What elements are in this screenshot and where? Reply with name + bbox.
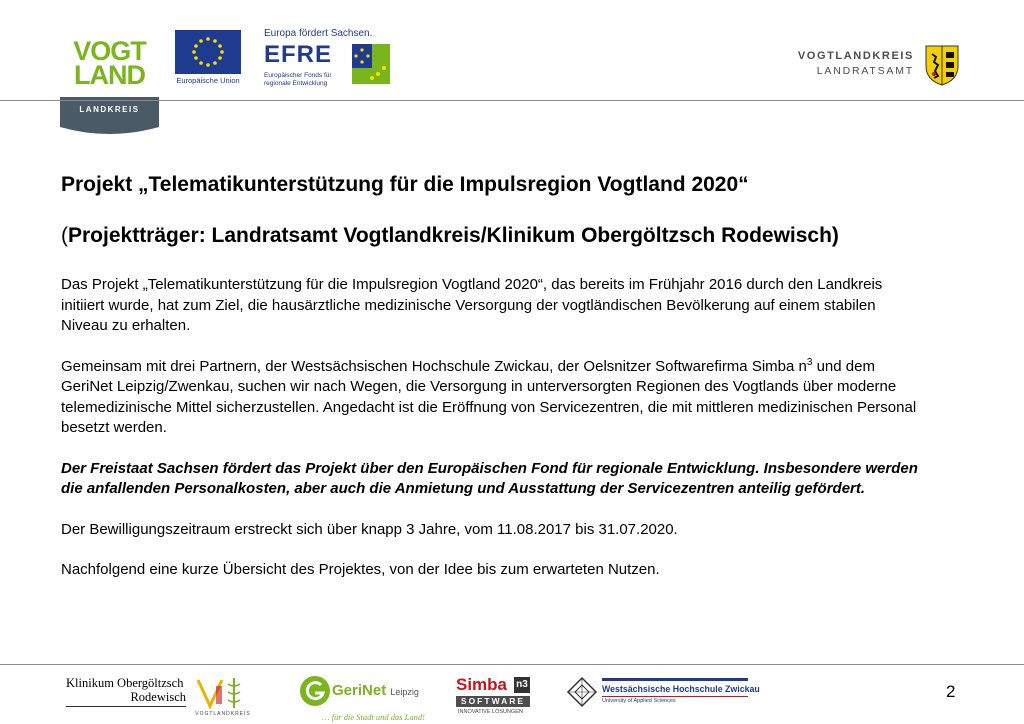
simba-software-band: SOFTWARE: [456, 696, 530, 707]
intro-paragraph: Das Projekt „Telematikunterstützung für die Impulsregion Vogtland 2020“, das bereits im Frühjahr 2016 durch den Landkreis initiiert wurde, hat zum Ziel, die hausärztliche medizinische Versorgung der vogtländischen Bevölkerung auf einem stabilen Niveau zu erhalten.: [61, 276, 883, 334]
vogtland-band-icon: [60, 97, 159, 135]
footer-divider: [0, 664, 1024, 665]
efre-subline-2: regionale Entwicklung: [264, 80, 328, 87]
eu-label: Europäische Union: [176, 76, 240, 85]
page-header: [0, 0, 1024, 135]
gerinet-logo: [298, 672, 433, 722]
project-sponsor-heading: [61, 222, 861, 250]
gerinet-g-icon: [298, 674, 332, 708]
simba-claim: INNOVATIVE LÖSUNGEN: [458, 709, 523, 715]
main-content: [61, 172, 941, 581]
vogtland-word-1: VOGT: [73, 36, 146, 66]
header-divider: [0, 100, 1024, 101]
gerinet-claim: … für die Stadt und das Land!: [322, 712, 425, 722]
whz-diamond-icon: [566, 676, 598, 708]
simba-logo: [456, 676, 532, 720]
gerinet-city: Leipzig: [390, 687, 419, 697]
sponsor-text: Projektträger: Landratsamt Vogtlandkreis/Klinikum Obergöltzsch Rodewisch): [68, 224, 839, 247]
caduceus-icon: [194, 676, 252, 710]
eu-logo: [173, 30, 243, 88]
whz-accent-bar: [602, 696, 748, 697]
efre-subline-1: Europäischer Fonds für: [264, 72, 332, 79]
landratsamt-logo: [790, 44, 970, 90]
klinikum-rule: [66, 706, 186, 707]
gerinet-name: GeriNet: [332, 682, 387, 699]
eu-stars-icon: [175, 30, 241, 74]
whz-name: Westsächsische Hochschule Zwickau: [602, 684, 760, 694]
coat-of-arms-icon: [924, 44, 960, 86]
landratsamt-line-2: LANDRATSAMT: [816, 65, 914, 77]
sponsor-open-paren: (: [61, 224, 68, 247]
whz-subline: University of Applied Sciences: [602, 698, 676, 704]
partners-paragraph: [61, 357, 921, 439]
vogtlandkreis-small-label: VOGTLANDKREIS: [195, 711, 251, 717]
page-title: Projekt „Telematikunterstützung für die Impulsregion Vogtland 2020“: [61, 173, 749, 196]
klinikum-logo: [66, 676, 188, 708]
efre-tagline: Europa fördert Sachsen.: [264, 28, 373, 39]
landratsamt-line-1: VOGTLANDKREIS: [797, 50, 914, 62]
whz-logo: [566, 674, 760, 714]
simba-name: Simba: [456, 675, 508, 694]
efre-logo: [262, 28, 397, 90]
partners-text-2: und dem GeriNet Leipzig/Zwenkau, suchen wir nach Wegen, die Versorgung in unterversorgten Regionen des Vogtlands über moderne telemedizinische Mittel sicherzustellen. Angedacht ist die Eröffnung von Servicezentren, die mit mittleren medizinischen Personal besetzt werden.: [61, 357, 917, 436]
simba-n3-badge: n3: [514, 677, 530, 693]
page-number: 2: [946, 682, 956, 701]
overview-paragraph: Nachfolgend eine kurze Übersicht des Projektes, von der Idee bis zum erwarteten Nutzen.: [61, 561, 660, 578]
vogtlandkreis-small-logo: [194, 676, 252, 720]
page-footer: [0, 666, 1024, 724]
whz-top-bar: [602, 678, 748, 681]
efre-subline: [264, 72, 354, 88]
vogtland-wordmark: [60, 36, 159, 90]
gerinet-wordmark: [332, 682, 419, 699]
vogtland-band-label: LANDKREIS: [79, 105, 140, 114]
simba-superscript: 3: [806, 356, 813, 368]
vogtland-landkreis-logo: [60, 29, 159, 135]
klinikum-line-2: Rodewisch: [130, 690, 186, 704]
vogtland-word-2: LAND: [74, 60, 145, 90]
funding-paragraph: Der Freistaat Sachsen fördert das Projekt über den Europäischen Fond für regionale Entwicklung. Insbesondere werden die anfallenden Personalkosten, aber auch die Anmietung und Ausstattung der Servicezentren anteilig gefördert.: [61, 459, 918, 497]
klinikum-line-1: Klinikum Obergöltzsch: [66, 676, 184, 690]
period-paragraph: Der Bewilligungszeitraum erstreckt sich über knapp 3 Jahre, vom 11.08.2017 bis 31.07.2020.: [61, 520, 678, 538]
partners-text-1: Gemeinsam mit drei Partnern, der Westsächsischen Hochschule Zwickau, der Oelsnitzer Softwarefirma Simba n: [61, 357, 807, 375]
efre-stars-icon: [352, 44, 390, 84]
efre-acronym: EFRE: [264, 41, 333, 68]
